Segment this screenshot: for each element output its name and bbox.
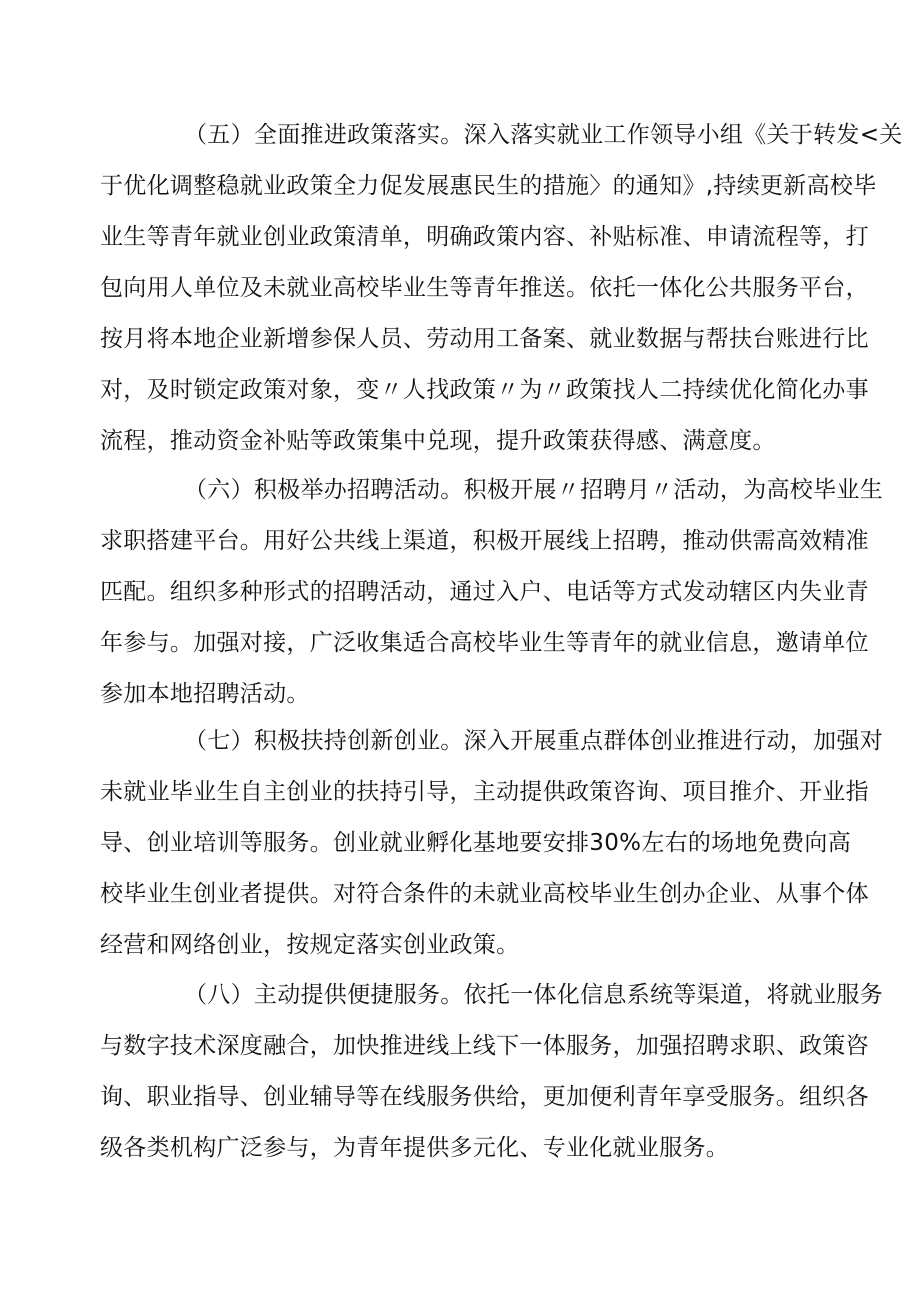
paragraph-line: 未就业毕业生自主创业的扶持引导，主动提供政策咨询、项目推介、开业指	[100, 779, 869, 805]
paragraph-line: 导、创业培训等服务。创业就业孵化基地要安排30%左右的场地免费向高	[100, 830, 852, 856]
paragraph-line: 匹配。组织多种形式的招聘活动，通过入户、电话等方式发动辖区内失业青	[100, 579, 869, 605]
paragraph-line: 对，及时锁定政策对象，变〃人找政策〃为〃政策找人二持续优化简化办事	[100, 377, 869, 403]
paragraph-line: 校毕业生创业者提供。对符合条件的未就业高校毕业生创办企业、从事个体	[100, 881, 869, 907]
paragraph-line: 询、职业指导、创业辅导等在线服务供给，更加便利青年享受服务。组织各	[100, 1084, 869, 1110]
paragraph-section-8	[100, 970, 883, 1174]
paragraph-section-6	[100, 465, 883, 720]
paragraph-section-7	[100, 716, 883, 971]
paragraph-line: 级各类机构广泛参与，为青年提供多元化、专业化就业服务。	[100, 1135, 730, 1161]
paragraph-section-5	[100, 110, 903, 467]
paragraph-line: 与数字技术深度融合，加快推进线上线下一体服务，加强招聘求职、政策咨	[100, 1033, 869, 1059]
paragraph-line: 年参与。加强对接，广泛收集适合高校毕业生等青年的就业信息，邀请单位	[100, 630, 869, 656]
paragraph-line: 包向用人单位及未就业高校毕业生等青年推送。依托一体化公共服务平台，	[100, 275, 869, 301]
paragraph-line: 于优化调整稳就业政策全力促发展惠民生的措施〉的通知》,持续更新高校毕	[100, 173, 877, 199]
paragraph-line: （五）全面推进政策落实。深入落实就业工作领导小组《关于转发<关	[184, 122, 903, 148]
paragraph-line: 参加本地招聘活动。	[100, 681, 310, 707]
paragraph-line: 求职搭建平台。用好公共线上渠道，积极开展线上招聘，推动供需高效精准	[100, 528, 869, 554]
paragraph-line: 业生等青年就业创业政策清单，明确政策内容、补贴标准、申请流程等，打	[100, 224, 869, 250]
paragraph-line: 流程，推动资金补贴等政策集中兑现，提升政策获得感、满意度。	[100, 428, 776, 454]
paragraph-line: （七）积极扶持创新创业。深入开展重点群体创业推进行动，加强对	[184, 728, 883, 754]
paragraph-line: （八）主动提供便捷服务。依托一体化信息系统等渠道，将就业服务	[184, 982, 883, 1008]
paragraph-line: 按月将本地企业新增参保人员、劳动用工备案、就业数据与帮扶台账进行比	[100, 326, 869, 352]
paragraph-line: （六）积极举办招聘活动。积极开展〃招聘月〃活动，为高校毕业生	[184, 477, 883, 503]
paragraph-line: 经营和网络创业，按规定落实创业政策。	[100, 932, 520, 958]
